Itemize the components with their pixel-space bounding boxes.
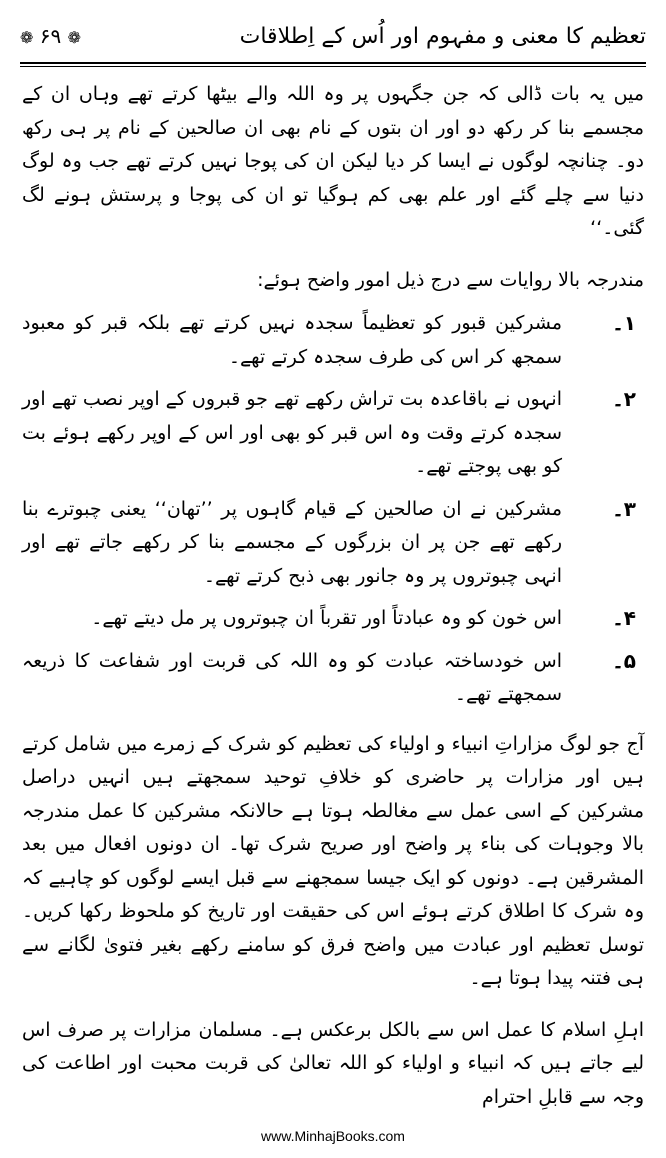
chapter-title: تعظیم کا معنی و مفہوم اور اُس کے اِطلاقات (239, 24, 646, 49)
list-text: انہوں نے باقاعدہ بت تراش رکھے تھے جو قبروں کے اوپر نصب تھے اور سجدہ کرتے وقت وہ اس قبر کو بھی اور اس کے اوپر رکھے ہوئے بت کو بھی پوجتے تھے۔ (22, 388, 562, 477)
list-number: ۲۔ (612, 387, 636, 411)
list-number: ۵۔ (612, 648, 636, 673)
list-number: ١۔ (612, 311, 636, 335)
header-rule-thin (20, 66, 646, 67)
list-text: اس خون کو وہ عبادتاً اور تقرباً ان چبوتروں پر مل دیتے تھے۔ (91, 607, 562, 629)
page-number-value: ۶۹ (39, 24, 62, 48)
list-item (22, 383, 644, 484)
list-item (22, 493, 644, 594)
ornament-left-icon: ❁ (20, 28, 34, 47)
paragraph-2: آج جو لوگ مزاراتِ انبیاء و اولیاء کی تعظیم کو شرک کے زمرے میں شامل کرتے ہیں اور مزارات پر حاضری کو خلافِ توحید سمجھتے ہیں انہیں دراصل مشرکین کے اسی عمل سے مغالطہ ہوتا ہے حالانکہ مشرکین کا عمل مندرجہ بالا وجوہات کی بناء پر واضح اور صریح شرک تھا۔ ان دونوں افعال میں بعد المشرقین ہے۔ دونوں کو ایک جیسا سمجھنے سے قبل ایسے لوگوں کو چاہیے کہ وہ شرک کا اطلاق کرتے ہوئے اس کی حقیقت اور تاریخ کو ملحوظ رکھا کریں۔ توسل تعظیم اور عبادت میں واضح فرق کو سامنے رکھے بغیر فتویٰ لگانے سے ہی فتنہ پیدا ہوتا ہے۔ (22, 732, 644, 989)
list-intro: مندرجہ بالا روایات سے درج ذیل امور واضح ہوئے: (257, 268, 644, 291)
list-number: ۳۔ (612, 496, 636, 521)
list-item (22, 307, 644, 374)
footer-website: www.MinhajBooks.com (261, 1128, 405, 1144)
ornament-right-icon: ❁ (67, 28, 82, 47)
numbered-list (22, 307, 644, 712)
paragraph-1: میں یہ بات ڈالی کہ جن جگہوں پر وہ اللہ والے بیٹھا کرتے تھے وہاں ان کے مجسمے بنا کر رکھ دو اور ان بتوں کے نام بھی ان صالحین کے نام پر ہی رکھ دو۔ چنانچہ لوگوں نے ایسا کر دیا لیکن ان کی پوجا نہیں کرتے تھے جب وہ لوگ دنیا سے چلے گئے اور علم بھی کم ہوگیا تو ان کی پوجا و پرستش ہونے لگ گئی۔‘‘ (22, 83, 644, 239)
list-item (22, 602, 644, 636)
page-number (20, 24, 81, 48)
list-number: ۴۔ (612, 606, 636, 630)
page-header (20, 18, 646, 58)
list-item (22, 645, 644, 712)
list-text: مشرکین نے ان صالحین کے قیام گاہوں پر ’’تھان‘‘ یعنی چبوترے بنا رکھے تھے جن پر ان بزرگوں کے مجسمے بنا کر رکھے جاتے تھے اور انہی چبوتروں پر وہ جانور بھی ذبح کرتے تھے۔ (22, 497, 562, 587)
paragraph-3: اہلِ اسلام کا عمل اس سے بالکل برعکس ہے۔ مسلمان مزارات پر صرف اس لیے جاتے ہیں کہ انبیاء و اولیاء کو اللہ تعالیٰ کی قربت محبت اور اطاعت کی وجہ سے قابلِ احترام (22, 1018, 644, 1108)
header-rule (20, 62, 646, 64)
list-text: مشرکین قبور کو تعظیماً سجدہ نہیں کرتے تھے بلکہ قبر کو معبود سمجھ کر اس کی طرف سجدہ کرتے تھے۔ (22, 312, 562, 368)
list-text: اس خودساختہ عبادت کو وہ اللہ کی قربت اور شفاعت کا ذریعہ سمجھتے تھے۔ (22, 649, 562, 705)
page-body (22, 78, 644, 1132)
